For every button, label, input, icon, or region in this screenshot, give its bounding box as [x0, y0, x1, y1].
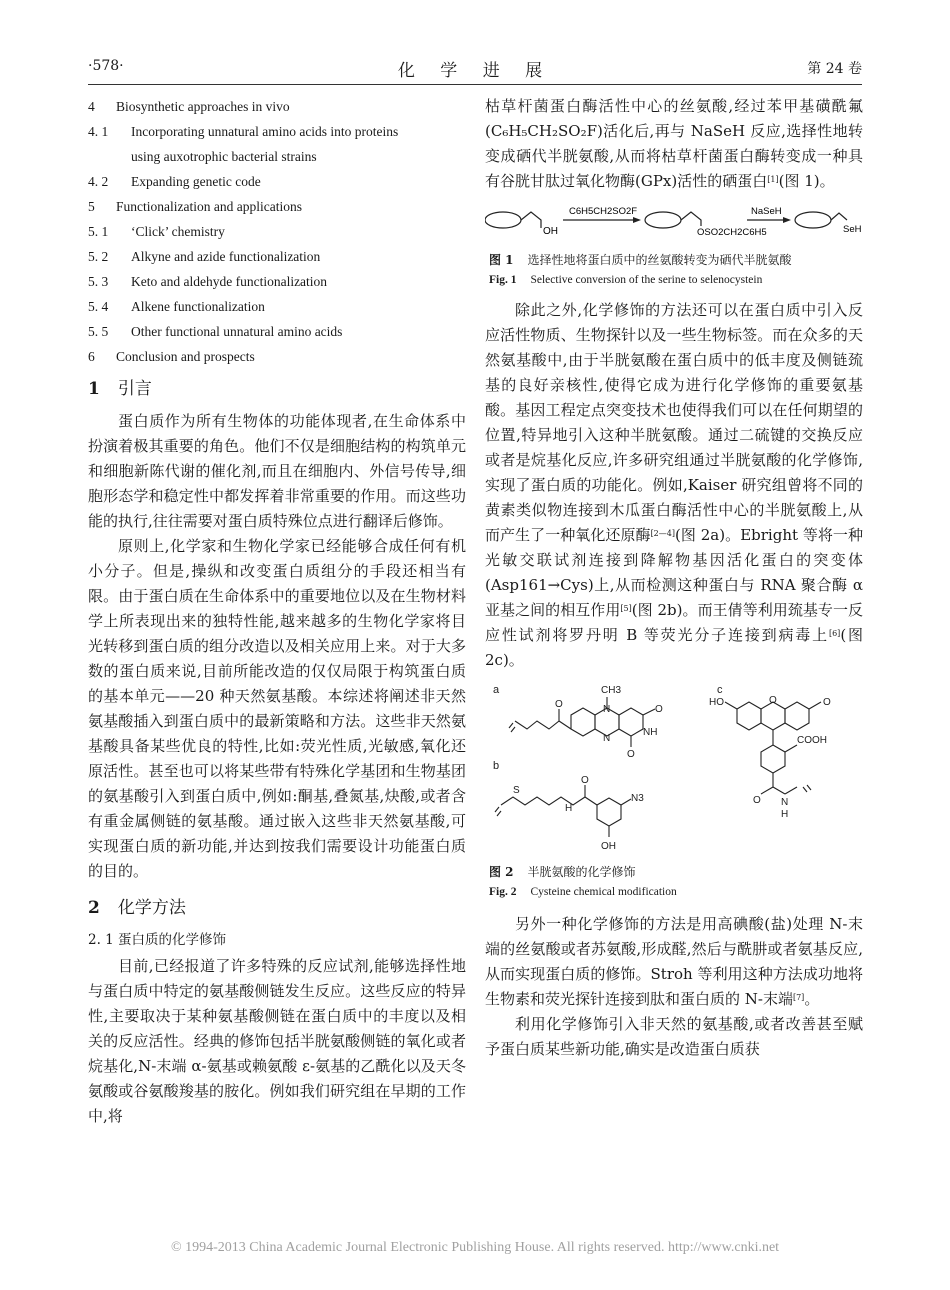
section-heading-chemical-methods: 2 化学方法 [88, 898, 186, 918]
figure-1-caption-en: Fig. 1 Selective conversion of the serine to selenocystein [489, 274, 763, 286]
paragraph: 枯草杆菌蛋白酶活性中心的丝氨酸,经过苯甲基磺酰氟(C₆H₅CH₂SO₂F)活化后,再与 NaSeH 反应,选择性地转变成硒代半胱氨酸,从而将枯草杆菌蛋白酶转变成一种具有谷胱甘肽过氧化物酶(GPx)活性的硒蛋白[1](图 1)。 [485, 97, 863, 190]
figure-2-structures [485, 679, 863, 854]
sulfonate-label: OSO2CH2C6H5 [697, 227, 767, 238]
atom-o: O [627, 749, 635, 760]
paragraph: 蛋白质作为所有生物体的功能体现者,在生命体系中扮演着极其重要的角色。他们不仅是细胞结构的构筑单元和细胞新陈代谢的催化剂,而且在细胞内、外信号传导,细胞形态学和稳定性中都发挥着非常重要的作用。而这些功能的执行,往往需要对蛋白质特殊位点进行翻译后修饰。 [88, 412, 466, 530]
atom-o: O [823, 697, 831, 708]
copyright-footer: © 1994-2013 China Academic Journal Electronic Publishing House. All rights reserved. http://www.cnki.net [170, 1240, 780, 1255]
atom-s: S [513, 785, 520, 796]
journal-title: 化 学 进 展 [397, 61, 553, 81]
figure-2-caption-en: Fig. 2 Cysteine chemical modification [489, 886, 677, 898]
volume-label: 第 24 卷 [807, 61, 862, 77]
structure-c-fluorescein [725, 702, 821, 794]
citation: [7] [792, 993, 805, 1002]
toc-item: 5. 1 ‘Click’ chemistry [88, 224, 225, 239]
structure-a-flavin [509, 697, 658, 747]
atom-o: O [753, 795, 761, 806]
paragraph: 原则上,化学家和生物化学家已经能够合成任何有机小分子。但是,操纵和改变蛋白质组分的手段还相当有限。由于蛋白质在生命体系中的重要地位以及在生物材料学上所表现出来的独特性能,越来越多的生物化学家将目光转移到蛋白质的组分改造以及相关应用上来。对于大多数的蛋白质来说,目前所能改造的仅仅局限于构筑蛋白质的基本单元——20 种天然氨基酸。本综述将阐述非天然氨基酸插入到蛋白质中的最新策略和方法。这些非天然氨基酸具备某些优良的特性,比如:荧光性质,光敏感,氧化还原活性。甚至也可以将某些带有特殊化学基团和生物基团的氨基酸引入到蛋白质中,例如:酮基,叠氮基,炔酸,或者含有重金属侧链的氨基酸。通过嵌入这些非天然氨基酸,可实现蛋白质的新功能,并达到按我们需要设计功能蛋白质的目的。 [88, 537, 466, 880]
arrowhead-2 [783, 217, 791, 223]
atom-h: H [565, 803, 573, 814]
paragraph: 另外一种化学修饰的方法是用高碘酸(盐)处理 N-末端的丝氨酸或者苏氨酸,形成醛,然后与酰肼或者氨基反应,从而实现蛋白质的修饰。Stroh 等利用这种方法成功地将生物素和荧光探针连接到肽和蛋白质的 N-末端[7]。 [485, 915, 863, 1008]
figure-2-caption: 图 2 半胱氨酸的化学修饰 [489, 865, 636, 879]
n3-label: N3 [631, 793, 644, 804]
atom-n: N [603, 733, 611, 744]
toc-item-continuation: using auxotrophic bacterial strains [131, 149, 317, 164]
atom-o: O [581, 775, 589, 786]
panel-label-a: a [493, 684, 500, 696]
citation: [2—4] [650, 529, 675, 538]
protein-ellipse [645, 212, 681, 228]
toc-item: 4 Biosynthetic approaches in vivo [88, 99, 290, 114]
table-of-contents [88, 94, 466, 369]
protein-ellipse [795, 212, 831, 228]
left-column [88, 94, 466, 1129]
reaction-scheme [485, 202, 863, 244]
running-header [88, 58, 862, 84]
arrowhead-1 [633, 217, 641, 223]
reagent-2-label: NaSeH [751, 206, 782, 217]
atom-n: N [781, 797, 789, 808]
citation: [6] [828, 629, 841, 638]
cooh-label: COOH [797, 735, 827, 746]
figure-1-scheme [485, 202, 863, 244]
panel-label-c: c [717, 684, 723, 696]
ch3-label: CH3 [601, 685, 622, 696]
ho-label: HO [709, 697, 724, 708]
nh-label: NH [643, 727, 658, 738]
oh-label: OH [543, 226, 558, 237]
serine-sidechain [521, 212, 541, 228]
header-rule [88, 84, 862, 85]
paragraph: 利用化学修饰引入非天然的氨基酸,或者改善甚至赋予蛋白质某些新功能,确实是改造蛋白质获 [485, 1015, 863, 1058]
toc-item: 5. 3 Keto and aldehyde functionalization [88, 274, 328, 289]
oh-label: OH [601, 841, 616, 852]
reagent-1-label: C6H5CH2SO2F [569, 206, 638, 217]
sulfonate-sidechain [681, 212, 701, 226]
toc-item: 5 Functionalization and applications [88, 199, 302, 214]
atom-n: N [603, 704, 611, 715]
seh-label: SeH [843, 224, 862, 235]
toc-item: 5. 5 Other functional unnatural amino acids [88, 324, 343, 339]
panel-label-b: b [493, 760, 500, 772]
section-heading-introduction: 1 引言 [88, 379, 152, 399]
paragraph: 除此之外,化学修饰的方法还可以在蛋白质中引入反应活性物质、生物探针以及一些生物标签。而在众多的天然氨基酸中,由于半胱氨酸在蛋白质中的低丰度及侧链巯基的良好亲核性,使得它成为进行化学修饰的重要氨基酸。基因工程定点突变技术也使得我们可以在任何期望的位置,特异地引入这种半胱氨酸。通过二硫键的交换反应或者是烷基化反应,许多研究组通过半胱氨酸的化学修饰,实现了蛋白质的功能化。例如,Kaiser 研究组曾将不同的黄素类似物连接到木瓜蛋白酶活性中心的半胱氨酸上,从而产生了一种氧化还原酶[2—4](图 2a)。Ebright 等将一种光敏交联试剂连接到降解物基因活化蛋白的突变体(Asp161→Cys)上,从而检测这种蛋白与 RNA 聚合酶 α 亚基之间的相互作用[5](图 2b)。而王倩等利用巯基专一反应性试剂将罗丹明 B 等荧光分子连接到病毒上[6](图 2c)。 [485, 301, 863, 669]
paragraph: 目前,已经报道了许多特殊的反应试剂,能够选择性地与蛋白质中特定的氨基酸侧链发生反应。这些反应的特异性,主要取决于某种氨基酸侧链在蛋白质中的丰度以及相关的反应活性。经典的修饰包括半胱氨酸侧链的氧化或者烷基化,N-末端 α-氨基或赖氨酸 ε-氨基的乙酰化以及天冬氨酸或谷氨酸羧基的胺化。例如我们研究组在早期的工作中,将 [88, 957, 466, 1125]
atom-o: O [555, 699, 563, 710]
protein-ellipse [485, 212, 521, 228]
atom-h: H [781, 809, 789, 820]
figure-1-caption: 图 1 选择性地将蛋白质中的丝氨酸转变为硒代半胱氨酸 [489, 253, 792, 267]
toc-item: 6 Conclusion and prospects [88, 349, 255, 364]
toc-item: 5. 2 Alkyne and azide functionalization [88, 249, 321, 264]
citation: [5] [620, 604, 632, 613]
atom-o: O [769, 695, 777, 706]
chemical-structures [485, 679, 863, 854]
right-column [485, 94, 863, 1062]
toc-item: 5. 4 Alkene functionalization [88, 299, 265, 314]
subsection-heading: 2. 1 蛋白质的化学修饰 [88, 932, 227, 948]
selenocysteine-sidechain [831, 213, 847, 220]
toc-item: 4. 1 Incorporating unnatural amino acids into proteins [88, 124, 399, 139]
page-number: ·578· [88, 58, 124, 74]
toc-item: 4. 2 Expanding genetic code [88, 174, 261, 189]
citation: [1] [767, 175, 779, 184]
atom-o: O [655, 704, 663, 715]
